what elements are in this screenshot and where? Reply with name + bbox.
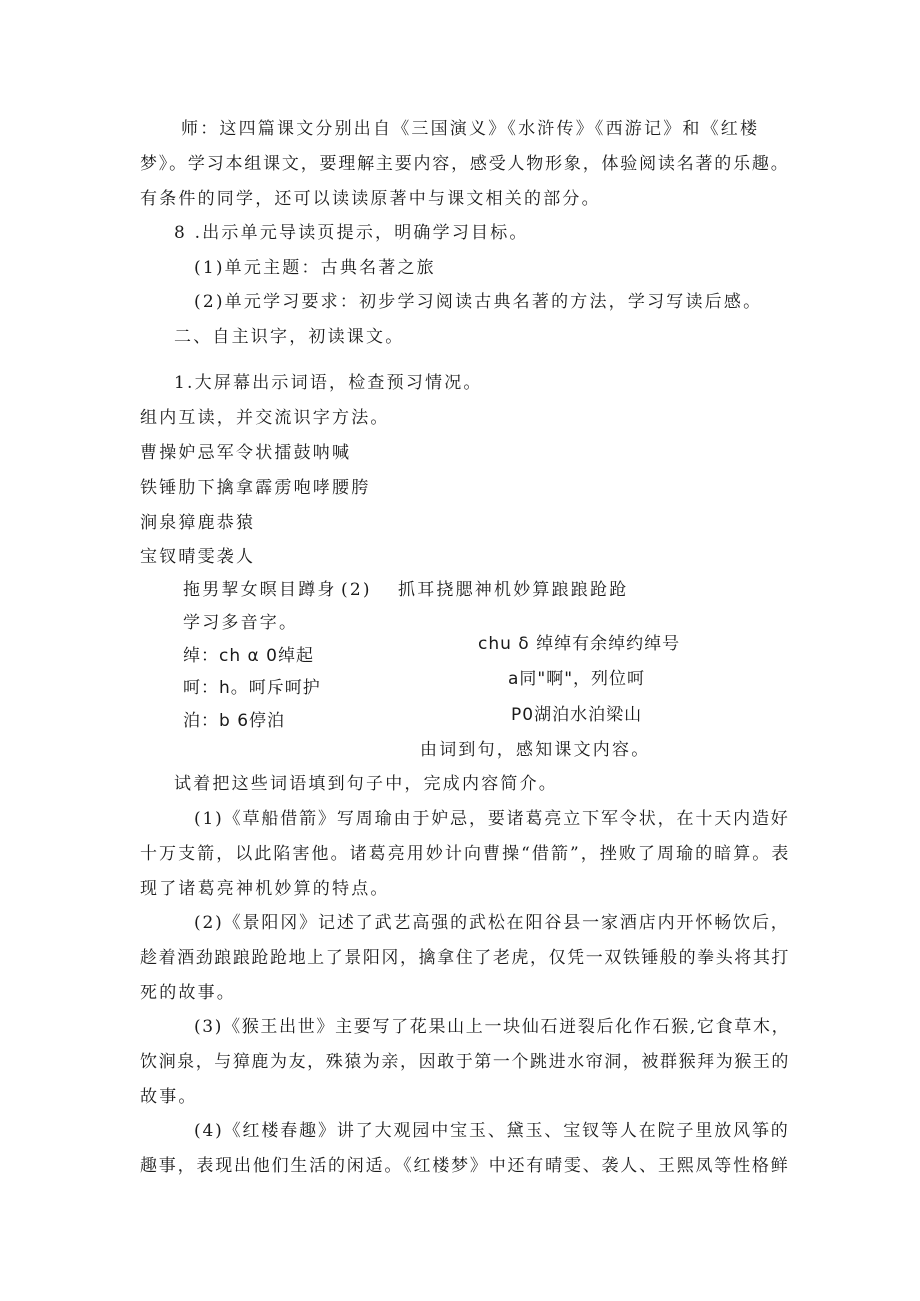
word-list-line: 曹操妒忌军令状擂鼓呐喊 <box>140 443 352 463</box>
polyphone-entry: 绰：ch α 0绰起 <box>183 646 314 666</box>
list-item: 1.大屏幕出示词语，检查预习情况。 <box>174 373 483 393</box>
word-list-line: 涧泉獐鹿恭猿 <box>140 513 256 533</box>
word-list-line: 宝钗晴雯袭人 <box>140 547 256 567</box>
word-list-line: 抓耳挠腮神机妙算踉踉跄跄 <box>398 580 629 600</box>
paragraph-line: 现了诸葛亮神机妙算的特点。 <box>140 879 390 899</box>
paragraph-line: (1)《草船借箭》写周瑜由于妒忌，要诸葛亮立下军令状，在十天内造好 <box>194 809 790 829</box>
paragraph-line: 有条件的同学，还可以读读原著中与课文相关的部分。 <box>140 189 601 209</box>
list-item: 8 .出示单元导读页提示，明确学习目标。 <box>174 223 529 243</box>
polyphone-entry: P0湖泊水泊梁山 <box>511 705 643 725</box>
paragraph-line: 梦》。学习本组课文，要理解主要内容，感受人物形象，体验阅读名著的乐趣。 <box>140 154 790 174</box>
paragraph-line: 故事。 <box>140 1087 198 1107</box>
paragraph-line: 师：这四篇课文分别出自《三国演义》《水浒传》《西游记》和《红楼 <box>181 119 760 139</box>
word-list-line: 铁锤肋下擒拿霹雳咆哮腰胯 <box>140 478 371 498</box>
list-item: (1)单元主题：古典名著之旅 <box>194 258 436 278</box>
paragraph-line: 饮涧泉，与獐鹿为友，殊猿为亲，因敢于第一个跳进水帘洞，被群猴拜为猴王的 <box>140 1052 790 1072</box>
paragraph-line: 趣事，表现出他们生活的闲适。《红楼梦》中还有晴雯、袭人、王熙凤等性格鲜 <box>140 1156 790 1176</box>
word-list-line: 拖男挈女暝目蹲身 <box>183 580 337 600</box>
polyphone-entry: 呵：h。呵斥呵护 <box>183 678 321 698</box>
paragraph-line: 十万支箭，以此陷害他。诸葛亮用妙计向曹操“借箭”，挫败了周瑜的暗算。表 <box>140 844 791 864</box>
polyphone-entry: chu δ 绰绰有余绰约绰号 <box>478 634 681 654</box>
paragraph-line: 趁着酒劲踉踉跄跄地上了景阳冈，擒拿住了老虎，仅凭一双铁锤般的拳头将其打 <box>140 948 790 968</box>
paragraph-line: 死的故事。 <box>140 983 236 1003</box>
polyphone-entry: 泊：b 6停泊 <box>183 711 286 731</box>
list-item: (2)单元学习要求：初步学习阅读古典名著的方法，学习写读后感。 <box>194 292 763 312</box>
word-list-marker: (2) <box>341 580 372 600</box>
paragraph-line: (4)《红楼春趣》讲了大观园中宝玉、黛玉、宝钗等人在院子里放风筝的 <box>194 1121 790 1141</box>
paragraph-line: 试着把这些词语填到句子中，完成内容简介。 <box>174 774 558 794</box>
paragraph-line: (2)《景阳冈》记述了武艺高强的武松在阳谷县一家酒店内开怀畅饮后， <box>194 913 790 933</box>
paragraph-line: (3)《猴王出世》主要写了花果山上一块仙石迸裂后化作石猴,它食草木， <box>194 1017 791 1037</box>
paragraph-line: 学习多音字。 <box>183 613 299 633</box>
paragraph-line: 组内互读，并交流识字方法。 <box>140 408 390 428</box>
section-heading: 二、自主识字，初读课文。 <box>174 327 405 347</box>
paragraph-line: 由词到句，感知课文内容。 <box>420 740 651 760</box>
polyphone-entry: a同"啊"，列位呵 <box>508 669 646 689</box>
